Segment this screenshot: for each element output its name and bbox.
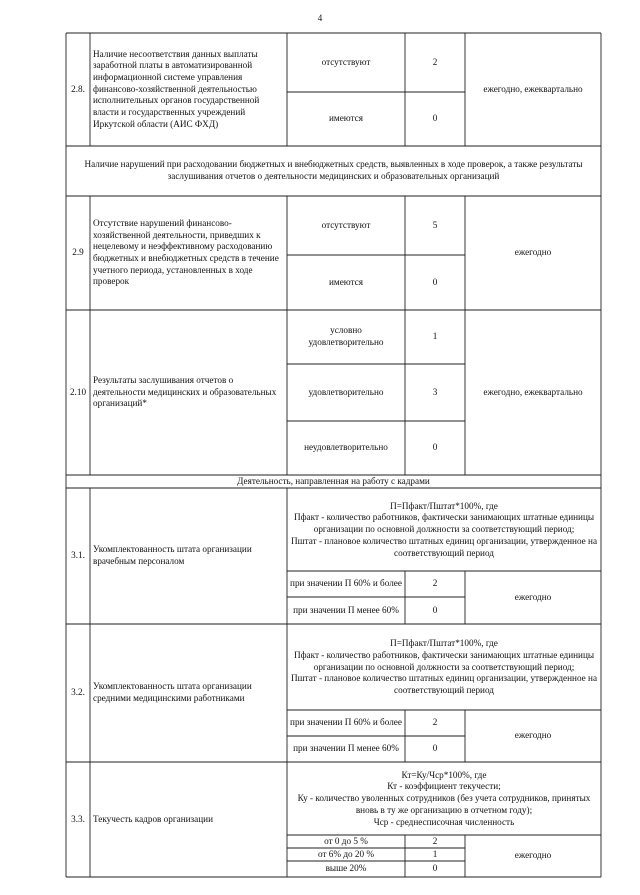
option-score: 2	[432, 717, 438, 728]
option-label: при значении П менее 60%	[293, 743, 399, 754]
criterion-title: Укомплектованность штата организации средними медицинскими работниками	[93, 681, 252, 703]
page-number: 4	[317, 13, 323, 23]
row-number: 2.9	[72, 247, 84, 258]
criterion-title: Текучесть кадров организации	[93, 813, 213, 824]
period: ежегодно, ежеквартально	[483, 386, 583, 397]
option-label: условно удовлетворительно	[308, 325, 384, 347]
option-score: 0	[432, 276, 438, 287]
row-number: 3.2.	[71, 687, 85, 698]
option-score: 0	[432, 442, 438, 453]
option-label: неудовлетворительно	[304, 442, 388, 453]
criterion-title: Наличие несоответствия данных выплаты заработной платы в автоматизированной информационной системе управления финансово-хозяйственной деятельностью исполнительных органов государственной власти и государственных учреждений Иркутской области (АИС ФХД)	[93, 48, 260, 129]
formula-line: Пфакт - количество работников, фактически занимающих штатные единицы организации по основной должности за соответствующий период;	[293, 512, 595, 535]
formula-line: Ку - количество уволенных сотрудников (без учета сотрудников, принятых вновь в ту же организацию в отчетном году);	[297, 793, 591, 815]
option-score: 2	[432, 835, 438, 846]
period: ежегодно	[514, 730, 552, 741]
option-score: 5	[432, 219, 438, 230]
formula-line: Кт=Ку/Чср*100%, где	[401, 769, 487, 780]
option-score: 2	[432, 56, 438, 67]
option-label: при значении П менее 60%	[293, 604, 399, 615]
formula-block	[289, 764, 599, 834]
period: ежегодно	[514, 247, 552, 258]
option-label: имеются	[329, 113, 363, 124]
row-number: 3.3.	[71, 813, 85, 824]
criterion-title: Отсутствие нарушений финансово-хозяйственной деятельности, приведших к нецелевому и неэффективному расходованию бюджетных и внебюджетных средств в течение учетного периода, установленных в ходе проверок	[93, 217, 279, 287]
option-score: 0	[432, 113, 438, 124]
period: ежегодно, ежеквартально	[483, 83, 583, 94]
option-label: от 6% до 20 %	[317, 848, 375, 859]
option-score: 3	[432, 386, 438, 397]
option-label: при значении П 60% и более	[290, 717, 402, 728]
formula-line: Чср - среднесписочная численность	[373, 816, 515, 827]
formula-line: П=Пфакт/Пштат*100%, где	[390, 638, 498, 649]
option-label: отсутствуют	[321, 56, 371, 67]
row-number: 2.10	[69, 386, 87, 397]
option-score: 1	[432, 331, 438, 342]
formula-block	[289, 627, 599, 708]
option-score: 1	[432, 848, 438, 859]
criterion-title: Укомплектованность штата организации врачебным персоналом	[93, 544, 252, 566]
formula-line: Пштат - плановое количество штатных единиц организации, утвержденное на соответствующий период	[290, 535, 598, 558]
option-label: от 0 до 5 %	[324, 835, 368, 846]
formula-line: Пштат - плановое количество штатных единиц организации, утвержденное на соответствующий период	[290, 673, 598, 696]
formula-line: Кт - коэффициент текучести;	[387, 781, 501, 792]
option-label: удовлетворительно	[308, 386, 384, 397]
period: ежегодно	[514, 591, 552, 602]
row-number: 2.8.	[71, 83, 85, 94]
option-label: отсутствуют	[321, 219, 371, 230]
option-label: при значении П 60% и более	[290, 578, 402, 589]
formula-block	[289, 490, 599, 570]
period: ежегодно	[514, 850, 552, 861]
option-score: 0	[432, 604, 438, 615]
option-score: 2	[432, 578, 438, 589]
criterion-title: Результаты заслушивания отчетов о деятельности медицинских и образовательных организаций*	[93, 374, 277, 409]
option-score: 0	[432, 743, 438, 754]
option-label: выше 20%	[325, 863, 367, 874]
section-header: Наличие нарушений при расходовании бюджетных и внебюджетных средств, выявленных в ходе проверок, а также результаты заслушивания отчетов о деятельности медицинских и образовательных организаций	[84, 159, 583, 181]
formula-line: Пфакт - количество работников, фактически занимающих штатные единицы организации по основной должности за соответствующий период;	[293, 649, 595, 672]
option-score: 0	[432, 863, 438, 874]
option-label: имеются	[329, 276, 363, 287]
formula-line: П=Пфакт/Пштат*100%, где	[390, 500, 498, 511]
section-header: Деятельность, направленная на работу с кадрами	[237, 475, 430, 486]
row-number: 3.1.	[71, 550, 85, 561]
